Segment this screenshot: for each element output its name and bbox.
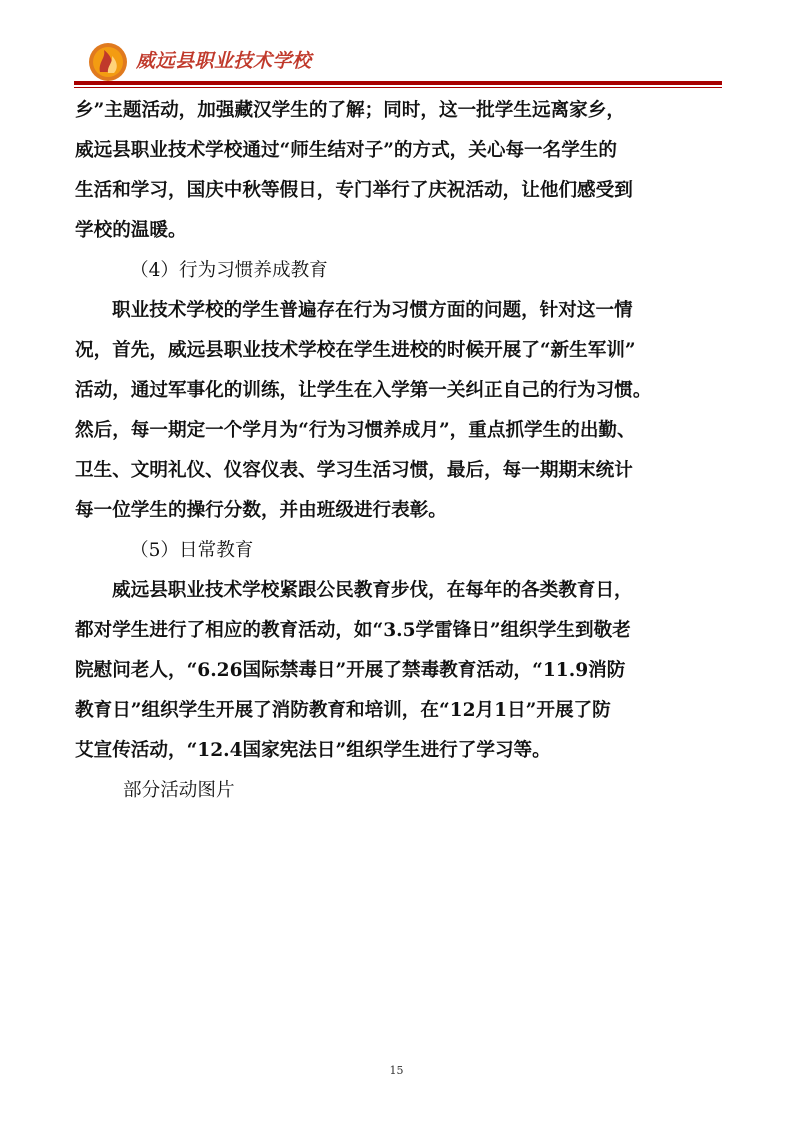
photo-caption: 部分活动图片 bbox=[123, 780, 235, 801]
text-line: 院慰问老人，“6.26国际禁毒日”开展了禁毒教育活动，“11.9消防 bbox=[75, 660, 626, 681]
text-line: 然后，每一期定一个学月为“行为习惯养成月”，重点抓学生的出勤、 bbox=[75, 420, 636, 441]
text-line: 学校的温暖。 bbox=[75, 220, 187, 241]
text-line: 活动，通过军事化的训练，让学生在入学第一关纠正自己的行为习惯。 bbox=[75, 380, 652, 401]
page-number: 15 bbox=[389, 1064, 404, 1077]
header-rule-thin bbox=[74, 87, 722, 88]
text-line: 职业技术学校的学生普遍存在行为习惯方面的问题，针对这一情 bbox=[112, 300, 633, 321]
text-line: 卫生、文明礼仪、仪容仪表、学习生活习惯，最后，每一期期末统计 bbox=[75, 460, 633, 481]
school-flame-logo-icon bbox=[88, 42, 128, 82]
text-line: 教育日”组织学生开展了消防教育和培训，在“12月1日”开展了防 bbox=[75, 700, 611, 721]
text-line: 乡”主题活动，加强藏汉学生的了解；同时，这一批学生远离家乡， bbox=[75, 100, 625, 121]
text-line: 威远县职业技术学校通过“师生结对子”的方式，关心每一名学生的 bbox=[75, 140, 618, 161]
school-name: 威远县职业技术学校 bbox=[136, 50, 312, 72]
text-line: 况，首先，威远县职业技术学校在学生进校的时候开展了“新生军训” bbox=[75, 340, 636, 361]
text-line: 每一位学生的操行分数，并由班级进行表彰。 bbox=[75, 500, 447, 521]
text-line: 威远县职业技术学校紧跟公民教育步伐，在每年的各类教育日， bbox=[112, 580, 633, 601]
document-body bbox=[75, 91, 725, 811]
section-heading-4: （4）行为习惯养成教育 bbox=[130, 260, 328, 281]
header-rule-thick bbox=[74, 81, 722, 85]
text-line: 生活和学习，国庆中秋等假日，专门举行了庆祝活动，让他们感受到 bbox=[75, 180, 633, 201]
text-line: 艾宣传活动，“12.4国家宪法日”组织学生进行了学习等。 bbox=[75, 740, 551, 761]
section-heading-5: （5）日常教育 bbox=[130, 540, 254, 561]
text-line: 都对学生进行了相应的教育活动，如“3.5学雷锋日”组织学生到敬老 bbox=[75, 620, 631, 641]
